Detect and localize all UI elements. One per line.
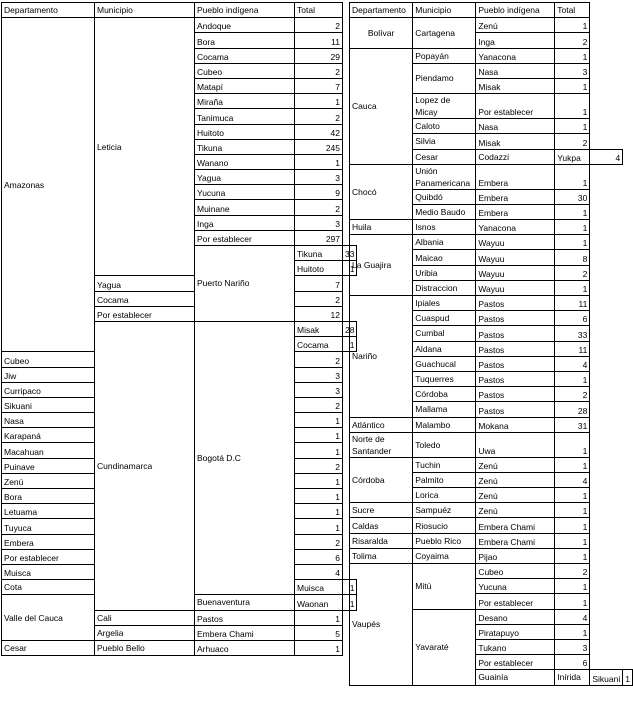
departamento-cell: Huila (350, 220, 413, 235)
municipio-cell: Guachucal (413, 356, 476, 371)
total-cell: 1 (295, 428, 343, 443)
departamento-cell: Risaralda (350, 533, 413, 548)
total-cell: 28 (555, 402, 590, 417)
pueblo-cell: Yagua (195, 170, 295, 185)
table-row (350, 548, 633, 563)
municipio-cell: Palmito (413, 472, 476, 487)
municipio-cell: Argelia (95, 625, 195, 640)
municipio-cell: Yavaraté (413, 609, 476, 685)
pueblo-cell: Muinane (195, 200, 295, 215)
municipio-cell: Distraccion (413, 280, 476, 295)
municipio-cell: Tuquerres (413, 371, 476, 386)
departamento-cell: Córdoba (350, 457, 413, 503)
total-cell: 1 (555, 235, 590, 250)
municipio-cell: Toledo (413, 432, 476, 457)
total-cell: 33 (343, 246, 357, 261)
table-row (350, 518, 633, 533)
total-cell: 1 (343, 337, 357, 352)
total-cell: 1 (555, 548, 590, 563)
pueblo-cell: Embera (476, 204, 555, 219)
total-cell: 1 (555, 594, 590, 609)
municipio-cell: Caloto (413, 119, 476, 134)
table-row (350, 296, 633, 311)
pueblo-cell: Huitoto (295, 261, 343, 276)
total-cell: 3 (295, 367, 343, 382)
pueblo-cell: Matapí (195, 78, 295, 93)
pueblo-cell: Cubeo (195, 63, 295, 78)
pueblo-cell: Yukpa (555, 149, 590, 164)
total-cell: 1 (295, 640, 343, 655)
total-cell: 1 (555, 371, 590, 386)
pueblo-cell: Pastos (476, 296, 555, 311)
pueblo-cell: Pastos (476, 311, 555, 326)
total-cell: 4 (590, 149, 623, 164)
municipio-cell: Lopez de Micay (413, 94, 476, 119)
total-cell: 5 (295, 625, 343, 640)
municipio-cell: Albania (413, 235, 476, 250)
pueblo-cell: Nasa (476, 119, 555, 134)
pueblo-cell: Zenú (476, 18, 555, 33)
pueblo-cell: Sikuani (2, 397, 95, 412)
total-cell: 1 (295, 610, 343, 625)
pueblo-cell: Andoque (195, 18, 295, 33)
total-cell: 2 (555, 265, 590, 280)
municipio-cell: Lorica (413, 488, 476, 503)
table-row (350, 48, 633, 63)
total-cell: 2 (295, 352, 343, 367)
total-cell: 245 (295, 139, 343, 154)
left-table (1, 2, 357, 656)
pueblo-cell: Zenú (476, 457, 555, 472)
total-cell: 6 (555, 311, 590, 326)
total-cell: 3 (295, 382, 343, 397)
departamento-cell: La Guajira (350, 235, 413, 296)
municipio-cell: Córdoba (413, 387, 476, 402)
pueblo-cell: Yucuna (195, 185, 295, 200)
pueblo-cell: Pastos (476, 387, 555, 402)
header-departamento: Departamento (2, 3, 95, 18)
header-total: Total (295, 3, 343, 18)
table-row (350, 235, 633, 250)
pueblo-cell: Bora (2, 489, 95, 504)
pueblo-cell: Piratapuyo (476, 624, 555, 639)
departamento-cell: Amazonas (2, 18, 95, 352)
pueblo-cell: Por establecer (476, 594, 555, 609)
municipio-cell: Medio Baudo (413, 204, 476, 219)
municipio-cell: Bogotá D.C (195, 321, 295, 594)
table-row (350, 457, 633, 472)
total-cell: 29 (295, 48, 343, 63)
header-row (2, 3, 357, 18)
departamento-cell: Cesar (2, 640, 95, 655)
departamento-cell: Vaupés (350, 564, 413, 686)
total-cell: 1 (555, 503, 590, 518)
municipio-cell: Silvia (413, 134, 476, 149)
departamento-cell: Cesar (413, 149, 476, 164)
total-cell: 1 (555, 488, 590, 503)
total-cell: 297 (295, 230, 343, 245)
municipio-cell: Pueblo Bello (95, 640, 195, 655)
total-cell: 1 (295, 154, 343, 169)
total-cell: 4 (555, 609, 590, 624)
pueblo-cell: Letuama (2, 504, 95, 519)
total-cell: 9 (295, 185, 343, 200)
departamento-cell: Atlántico (350, 417, 413, 432)
municipio-cell: Coyaima (413, 548, 476, 563)
pueblo-cell: Macahuan (2, 443, 95, 458)
pueblo-cell: Por establecer (476, 94, 555, 119)
pueblo-cell: Huitoto (195, 124, 295, 139)
departamento-cell: Guainía (476, 670, 555, 685)
pueblo-cell: Muisca (295, 580, 343, 595)
total-cell: 2 (555, 564, 590, 579)
total-cell: 8 (555, 250, 590, 265)
left-table-body (2, 18, 357, 656)
municipio-cell: Tuchin (413, 457, 476, 472)
total-cell: 11 (555, 341, 590, 356)
pueblo-cell: Embera Chami (476, 518, 555, 533)
pueblo-cell: Yagua (95, 276, 195, 291)
total-cell: 4 (295, 564, 343, 579)
total-cell: 3 (295, 170, 343, 185)
pueblo-cell: Wayuu (476, 265, 555, 280)
total-cell: 1 (343, 580, 357, 595)
pueblo-cell: Pastos (476, 371, 555, 386)
header-pueblo: Pueblo indígena (195, 3, 295, 18)
pueblo-cell: Arhuaco (195, 640, 295, 655)
table-row (350, 564, 633, 579)
total-cell: 3 (295, 215, 343, 230)
total-cell: 2 (295, 109, 343, 124)
pueblo-cell: Tuyuca (2, 519, 95, 534)
total-cell: 28 (343, 321, 357, 336)
departamento-cell: Norte de Santander (350, 432, 413, 457)
total-cell: 1 (295, 504, 343, 519)
municipio-cell: Puerto Nariño (195, 246, 295, 322)
table-row (350, 533, 633, 548)
pueblo-cell: Inga (476, 33, 555, 48)
pueblo-cell: Puinave (2, 458, 95, 473)
header-municipio: Municipio (413, 3, 476, 18)
departamento-cell: Bolívar (350, 18, 413, 48)
pueblo-cell: Nasa (476, 63, 555, 78)
pueblo-cell: Misak (295, 321, 343, 336)
pueblo-cell: Desano (476, 609, 555, 624)
municipio-cell: Mallama (413, 402, 476, 417)
pueblo-cell: Misak (476, 134, 555, 149)
total-cell: 7 (295, 276, 343, 291)
pueblo-cell: Embera (476, 189, 555, 204)
total-cell: 1 (295, 94, 343, 109)
total-cell: 2 (295, 458, 343, 473)
total-cell: 1 (555, 204, 590, 219)
departamento-cell: Caldas (350, 518, 413, 533)
table-row (350, 432, 633, 457)
municipio-cell: Malambo (413, 417, 476, 432)
pueblo-cell: Curripaco (2, 382, 95, 397)
pueblo-cell: Embera (476, 164, 555, 189)
total-cell: 6 (555, 655, 590, 670)
pueblo-cell: Tanimuca (195, 109, 295, 124)
total-cell: 1 (555, 533, 590, 548)
departamento-cell: Cauca (350, 48, 413, 164)
pueblo-cell: Wanano (195, 154, 295, 169)
municipio-cell: Riosucio (413, 518, 476, 533)
total-cell: 1 (295, 519, 343, 534)
municipio-cell: Maicao (413, 250, 476, 265)
total-cell: 2 (295, 63, 343, 78)
pueblo-cell: Sikuani (590, 670, 623, 685)
municipio-cell: Popayán (413, 48, 476, 63)
pueblo-cell: Yanacona (476, 220, 555, 235)
right-table (349, 2, 633, 686)
pueblo-cell: Tukano (476, 639, 555, 654)
total-cell: 11 (295, 33, 343, 48)
pueblo-cell: Zenú (476, 472, 555, 487)
pueblo-cell: Cocama (195, 48, 295, 63)
municipio-cell: Quibdó (413, 189, 476, 204)
total-cell: 2 (295, 18, 343, 33)
pueblo-cell: Misak (476, 78, 555, 93)
pueblo-cell: Jiw (2, 367, 95, 382)
total-cell: 2 (295, 534, 343, 549)
total-cell: 33 (555, 326, 590, 341)
total-cell: 2 (295, 397, 343, 412)
municipio-cell: Aldana (413, 341, 476, 356)
pueblo-cell: Cubeo (476, 564, 555, 579)
municipio-cell: Buenaventura (195, 595, 295, 610)
total-cell: 3 (555, 63, 590, 78)
pueblo-cell: Nasa (2, 413, 95, 428)
departamento-cell: Cundinamarca (95, 321, 195, 610)
total-cell: 7 (295, 78, 343, 93)
total-cell: 30 (555, 189, 590, 204)
total-cell: 1 (555, 48, 590, 63)
total-cell: 4 (555, 356, 590, 371)
total-cell: 2 (555, 387, 590, 402)
departamento-cell: Tolima (350, 548, 413, 563)
total-cell: 11 (555, 296, 590, 311)
pueblo-cell: Uwa (476, 432, 555, 457)
table-row (350, 503, 633, 518)
municipio-cell: Unión Panamericana (413, 164, 476, 189)
total-cell: 1 (343, 261, 357, 276)
pueblo-cell: Mokana (476, 417, 555, 432)
total-cell: 1 (555, 220, 590, 235)
municipio-cell: Cartagena (413, 18, 476, 48)
table-row (2, 640, 357, 655)
header-pueblo: Pueblo indígena (476, 3, 555, 18)
total-cell: 3 (555, 639, 590, 654)
header-municipio: Municipio (95, 3, 195, 18)
pueblo-cell: Waonan (295, 595, 343, 610)
total-cell: 2 (555, 134, 590, 149)
pueblo-cell: Cubeo (2, 352, 95, 367)
municipio-cell: Isnos (413, 220, 476, 235)
pueblo-cell: Wayuu (476, 280, 555, 295)
pueblo-cell: Pastos (476, 326, 555, 341)
total-cell: 42 (295, 124, 343, 139)
pueblo-cell: Yanacona (476, 48, 555, 63)
municipio-cell: Mitú (413, 564, 476, 610)
table-row (2, 18, 357, 33)
municipio-cell: Piendamo (413, 63, 476, 93)
pueblo-cell: Embera (2, 534, 95, 549)
total-cell: 2 (295, 291, 343, 306)
municipio-cell: Leticia (95, 18, 195, 276)
pueblo-cell: Tikuna (295, 246, 343, 261)
total-cell: 2 (555, 33, 590, 48)
total-cell: 1 (623, 670, 633, 685)
total-cell: 1 (555, 624, 590, 639)
pueblo-cell: Pastos (195, 610, 295, 625)
pueblo-cell: Wayuu (476, 250, 555, 265)
municipio-cell: Inírida (555, 670, 590, 685)
table-row (350, 164, 633, 189)
pueblo-cell: Wayuu (476, 235, 555, 250)
pueblo-cell: Por establecer (95, 306, 195, 321)
total-cell: 1 (295, 413, 343, 428)
municipio-cell: Cuaspud (413, 311, 476, 326)
pueblo-cell: Cocama (295, 337, 343, 352)
pueblo-cell: Zenú (2, 473, 95, 488)
total-cell: 1 (555, 432, 590, 457)
total-cell: 6 (295, 549, 343, 564)
municipio-cell: Pueblo Rico (413, 533, 476, 548)
municipio-cell: Cali (95, 610, 195, 625)
header-departamento: Departamento (350, 3, 413, 18)
total-cell: 1 (343, 595, 357, 610)
municipio-cell: Sampuéz (413, 503, 476, 518)
pueblo-cell: Inga (195, 215, 295, 230)
right-table-body (350, 18, 633, 685)
pueblo-cell: Bora (195, 33, 295, 48)
header-total: Total (555, 3, 590, 18)
table-row (350, 18, 633, 33)
pueblo-cell: Pastos (476, 402, 555, 417)
pueblo-cell: Muisca (2, 564, 95, 579)
header-row (350, 3, 633, 18)
municipio-cell: Uribia (413, 265, 476, 280)
table-row (350, 417, 633, 432)
total-cell: 2 (295, 200, 343, 215)
total-cell: 1 (555, 164, 590, 189)
pueblo-cell: Embera Chami (476, 533, 555, 548)
pueblo-cell: Yucuna (476, 579, 555, 594)
pueblo-cell: Embera Chami (195, 625, 295, 640)
pueblo-cell: Zenú (476, 503, 555, 518)
total-cell: 4 (555, 472, 590, 487)
total-cell: 1 (555, 94, 590, 119)
table-row (350, 220, 633, 235)
departamento-cell: Sucre (350, 503, 413, 518)
total-cell: 1 (555, 579, 590, 594)
total-cell: 12 (295, 306, 343, 321)
municipio-cell: Ipiales (413, 296, 476, 311)
total-cell: 1 (555, 18, 590, 33)
pueblo-cell: Zenú (476, 488, 555, 503)
pueblo-cell: Por establecer (195, 230, 295, 245)
total-cell: 1 (295, 443, 343, 458)
total-cell: 1 (555, 78, 590, 93)
total-cell: 1 (555, 119, 590, 134)
total-cell: 1 (295, 489, 343, 504)
pueblo-cell: Tikuna (195, 139, 295, 154)
municipio-cell: Cota (2, 580, 95, 595)
pueblo-cell: Por establecer (2, 549, 95, 564)
pueblo-cell: Pijao (476, 548, 555, 563)
total-cell: 1 (295, 473, 343, 488)
departamento-cell: Nariño (350, 296, 413, 418)
pueblo-cell: Por establecer (476, 655, 555, 670)
municipio-cell: Codazzi (476, 149, 555, 164)
pueblo-cell: Cocama (95, 291, 195, 306)
total-cell: 31 (555, 417, 590, 432)
pueblo-cell: Pastos (476, 356, 555, 371)
total-cell: 1 (555, 280, 590, 295)
departamento-cell: Valle del Cauca (2, 595, 95, 641)
total-cell: 1 (555, 457, 590, 472)
pueblo-cell: Miraña (195, 94, 295, 109)
pueblo-cell: Pastos (476, 341, 555, 356)
total-cell: 1 (555, 518, 590, 533)
pueblo-cell: Karapaná (2, 428, 95, 443)
municipio-cell: Cumbal (413, 326, 476, 341)
departamento-cell: Chocó (350, 164, 413, 219)
